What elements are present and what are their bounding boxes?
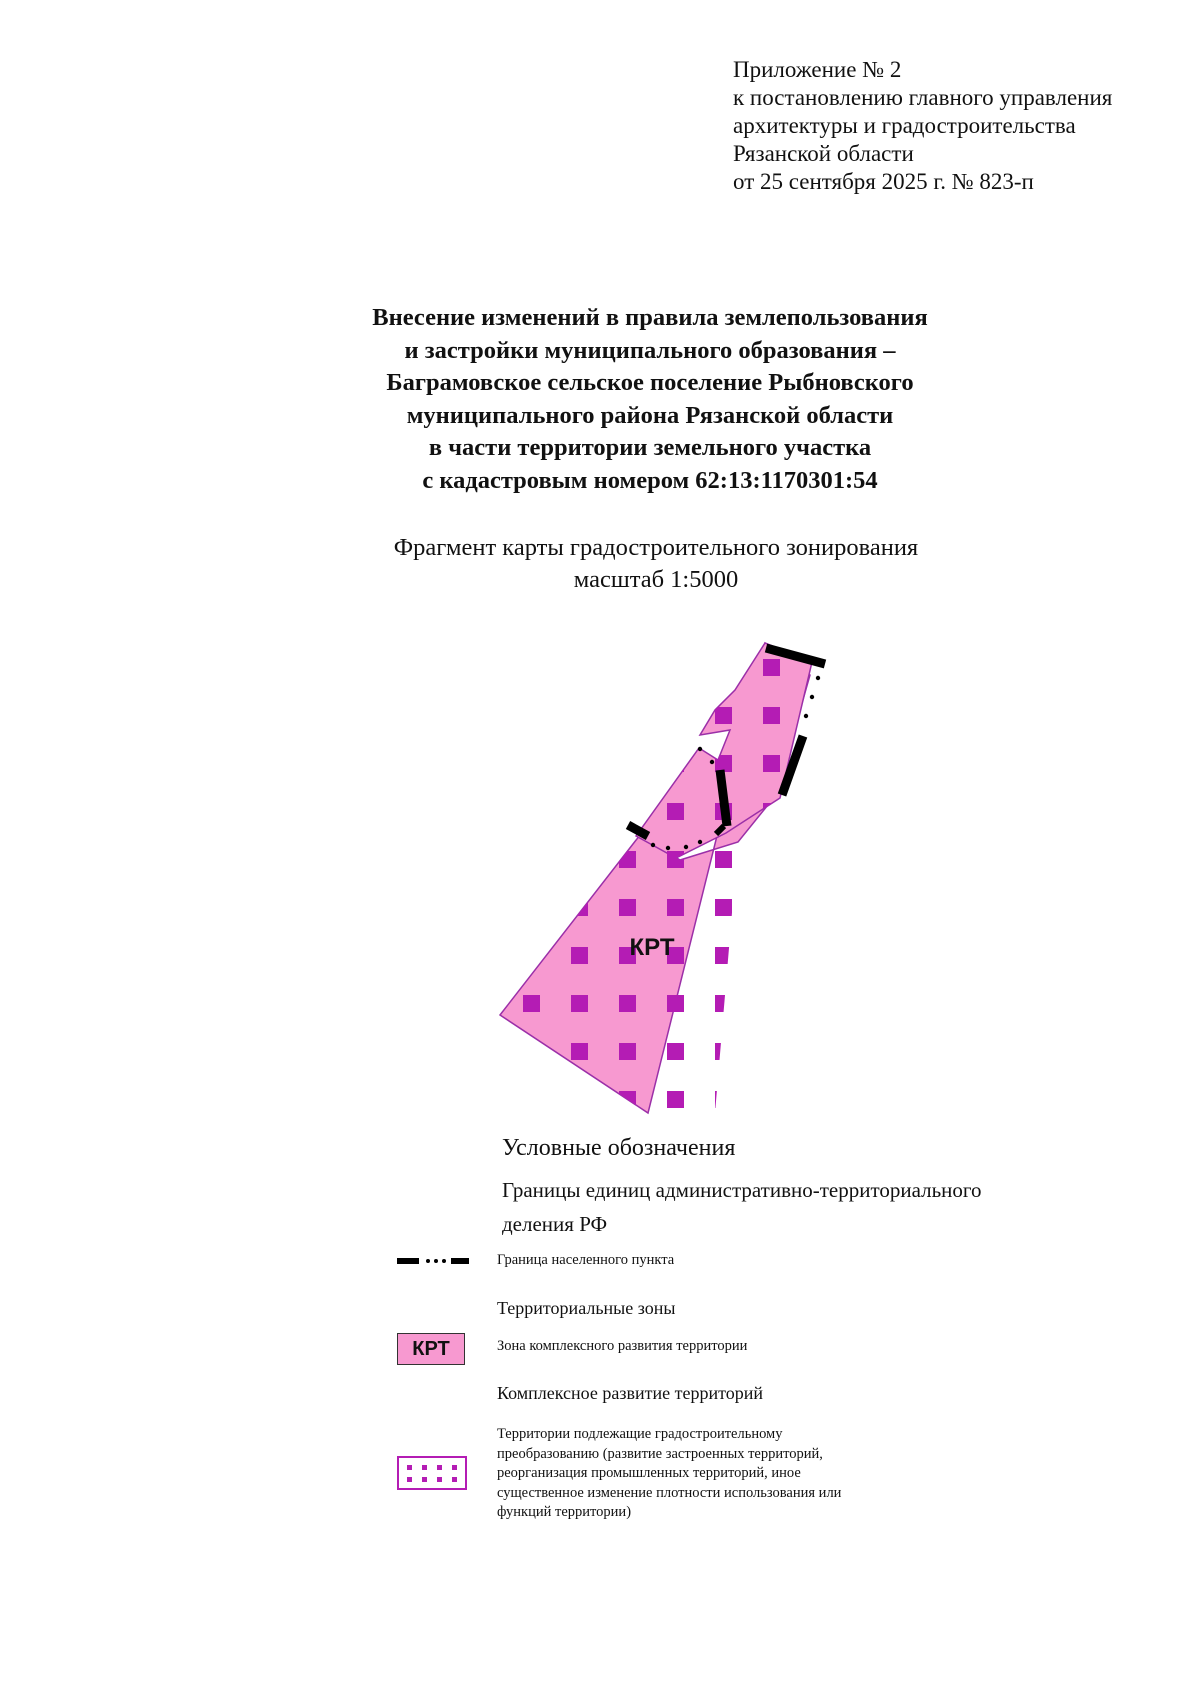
appendix-line: к постановлению главного управления (733, 85, 1113, 110)
transformation-area-symbol (397, 1456, 467, 1490)
krt-zone-symbol (397, 1333, 465, 1365)
legend-title: Условные обозначения (502, 1135, 736, 1161)
zones-heading: Территориальные зоны (497, 1298, 676, 1318)
appendix-line: от 25 сентября 2025 г. № 823-п (733, 169, 1034, 194)
transformation-area-label (497, 1425, 841, 1523)
complex-development-heading: Комплексное развитие территорий (497, 1383, 763, 1403)
transformation-label-line: реорганизация промышленных территорий, иное (497, 1465, 801, 1481)
hatch-squares (500, 835, 738, 1113)
title-line: в части территории земельного участка (428, 434, 872, 461)
transformation-label-line: существенное изменение плотности использования или (497, 1484, 842, 1501)
legend-admin-heading-line: деления РФ (502, 1212, 608, 1236)
title-line: Баграмовское сельское поселение Рыбновского (386, 369, 914, 396)
title-line: Внесение изменений в правила землепользования (372, 304, 928, 331)
settlement-boundary-symbol (397, 1255, 469, 1267)
krt-zone-label: Зона комплексного развития территории (497, 1338, 748, 1354)
transformation-label-line: Территории подлежащие градостроительному (497, 1426, 783, 1442)
scale-label: масштаб 1:5000 (573, 566, 739, 593)
title-line: и застройки муниципального образования – (404, 336, 896, 364)
appendix-line: Рязанской области (733, 141, 914, 166)
appendix-line: архитектуры и градостроительства (733, 113, 1076, 138)
settlement-boundary-label: Граница населенного пункта (497, 1252, 675, 1268)
legend-admin-heading-line: Границы единиц административно-территориального (502, 1178, 982, 1202)
transformation-label-line: функций территории) (497, 1504, 632, 1520)
appendix-line: Приложение № 2 (733, 57, 902, 82)
zone-label: КРТ (629, 934, 675, 961)
krt-symbol-text: КРТ (412, 1337, 450, 1360)
legend-admin-heading (502, 1173, 982, 1241)
subtitle-line: Фрагмент карты градостроительного зонирования (393, 534, 919, 561)
title-line: с кадастровым номером 62:13:1170301:54 (422, 466, 878, 494)
title-line: муниципального района Рязанской области (406, 401, 894, 429)
transformation-label-line: преобразованию (развитие застроенных территорий, (497, 1445, 823, 1462)
